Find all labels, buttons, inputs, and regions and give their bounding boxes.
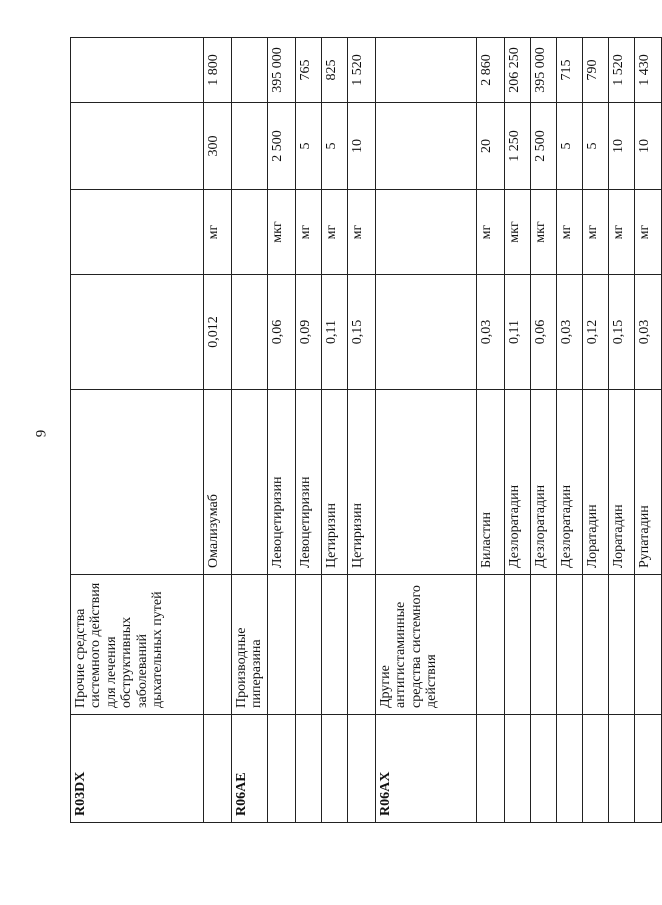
table-row [504, 38, 530, 823]
ddd-value-cell: 0,15 [347, 275, 375, 390]
atc-code-cell: R03DX [71, 715, 204, 823]
page-number: 9 [33, 429, 50, 438]
table-row [476, 38, 504, 823]
atc-code-cell [556, 715, 582, 823]
group-name-cell [504, 575, 530, 715]
table-row [608, 38, 634, 823]
quantity-cell: 2 500 [530, 103, 556, 190]
ddd-value-cell: 0,03 [476, 275, 504, 390]
quantity-cell: 10 [634, 103, 661, 190]
group-name-cell [295, 575, 321, 715]
quantity-cell [71, 103, 204, 190]
total-cell: 206 250 [504, 38, 530, 103]
table-row [556, 38, 582, 823]
table-row [375, 38, 476, 823]
atc-code-cell [295, 715, 321, 823]
drug-name-cell: Дезлоратадин [556, 390, 582, 575]
total-cell: 1 520 [347, 38, 375, 103]
ddd-value-cell: 0,11 [504, 275, 530, 390]
drug-name-cell: Цетиризин [347, 390, 375, 575]
drug-name-cell: Левоцетиризин [267, 390, 295, 575]
rotated-table-wrapper [70, 38, 652, 823]
unit-cell: мг [347, 190, 375, 275]
atc-code-cell: R06AE [232, 715, 268, 823]
quantity-cell [232, 103, 268, 190]
drug-name-cell: Цетиризин [321, 390, 347, 575]
drug-name-cell [232, 390, 268, 575]
table-row [204, 38, 232, 823]
table-row [634, 38, 661, 823]
table-row [71, 38, 204, 823]
drug-name-cell: Дезлоратадин [504, 390, 530, 575]
total-cell: 825 [321, 38, 347, 103]
total-cell [232, 38, 268, 103]
total-cell [375, 38, 476, 103]
quantity-cell: 300 [204, 103, 232, 190]
unit-cell: мг [634, 190, 661, 275]
unit-cell: мг [556, 190, 582, 275]
total-cell: 2 860 [476, 38, 504, 103]
ddd-value-cell: 0,06 [267, 275, 295, 390]
unit-cell: мкг [267, 190, 295, 275]
drug-name-cell: Дезлоратадин [530, 390, 556, 575]
drug-name-cell [375, 390, 476, 575]
ddd-value-cell: 0,06 [530, 275, 556, 390]
atc-code-cell [582, 715, 608, 823]
quantity-cell: 5 [321, 103, 347, 190]
drug-name-cell: Омализумаб [204, 390, 232, 575]
atc-code-cell: R06AX [375, 715, 476, 823]
ddd-value-cell: 0,15 [608, 275, 634, 390]
unit-cell: мкг [504, 190, 530, 275]
group-name-cell [582, 575, 608, 715]
quantity-cell: 5 [295, 103, 321, 190]
unit-cell: мг [582, 190, 608, 275]
group-name-cell [634, 575, 661, 715]
unit-cell [232, 190, 268, 275]
table-row [321, 38, 347, 823]
group-name-cell [476, 575, 504, 715]
unit-cell: мг [321, 190, 347, 275]
drug-name-cell [71, 390, 204, 575]
group-name-cell: Производные пиперазина [232, 575, 268, 715]
drug-table-body [71, 38, 662, 823]
unit-cell: мкг [530, 190, 556, 275]
ddd-value-cell [71, 275, 204, 390]
atc-code-cell [204, 715, 232, 823]
drug-name-cell: Рупатадин [634, 390, 661, 575]
group-name-cell [267, 575, 295, 715]
table-row [232, 38, 268, 823]
ddd-value-cell [232, 275, 268, 390]
unit-cell: мг [295, 190, 321, 275]
atc-code-cell [347, 715, 375, 823]
table-row [347, 38, 375, 823]
drug-name-cell: Лоратадин [582, 390, 608, 575]
total-cell: 395 000 [267, 38, 295, 103]
total-cell: 395 000 [530, 38, 556, 103]
quantity-cell: 5 [556, 103, 582, 190]
table-row [295, 38, 321, 823]
atc-code-cell [530, 715, 556, 823]
atc-code-cell [321, 715, 347, 823]
table-row [267, 38, 295, 823]
ddd-value-cell: 0,03 [634, 275, 661, 390]
drug-name-cell: Лоратадин [608, 390, 634, 575]
group-name-cell: Другие антигистаминные средства системного действия [375, 575, 476, 715]
atc-code-cell [504, 715, 530, 823]
total-cell [71, 38, 204, 103]
unit-cell [375, 190, 476, 275]
total-cell: 790 [582, 38, 608, 103]
ddd-value-cell: 0,09 [295, 275, 321, 390]
quantity-cell [375, 103, 476, 190]
group-name-cell [321, 575, 347, 715]
quantity-cell: 2 500 [267, 103, 295, 190]
atc-code-cell [634, 715, 661, 823]
group-name-cell [530, 575, 556, 715]
group-name-cell [556, 575, 582, 715]
table-row [582, 38, 608, 823]
unit-cell [71, 190, 204, 275]
drug-table [70, 37, 662, 823]
ddd-value-cell: 0,03 [556, 275, 582, 390]
ddd-value-cell: 0,11 [321, 275, 347, 390]
total-cell: 1 430 [634, 38, 661, 103]
total-cell: 1 520 [608, 38, 634, 103]
quantity-cell: 5 [582, 103, 608, 190]
ddd-value-cell: 0,012 [204, 275, 232, 390]
group-name-cell [204, 575, 232, 715]
group-name-cell: Прочие средства системного действия для лечения обструктивных заболеваний дыхательных путей [71, 575, 204, 715]
ddd-value-cell: 0,12 [582, 275, 608, 390]
drug-name-cell: Биластин [476, 390, 504, 575]
total-cell: 765 [295, 38, 321, 103]
quantity-cell: 20 [476, 103, 504, 190]
atc-code-cell [608, 715, 634, 823]
atc-code-cell [476, 715, 504, 823]
ddd-value-cell [375, 275, 476, 390]
quantity-cell: 10 [347, 103, 375, 190]
group-name-cell [608, 575, 634, 715]
quantity-cell: 1 250 [504, 103, 530, 190]
unit-cell: мг [608, 190, 634, 275]
drug-name-cell: Левоцетиризин [295, 390, 321, 575]
unit-cell: мг [204, 190, 232, 275]
atc-code-cell [267, 715, 295, 823]
total-cell: 1 800 [204, 38, 232, 103]
table-row [530, 38, 556, 823]
quantity-cell: 10 [608, 103, 634, 190]
group-name-cell [347, 575, 375, 715]
total-cell: 715 [556, 38, 582, 103]
unit-cell: мг [476, 190, 504, 275]
